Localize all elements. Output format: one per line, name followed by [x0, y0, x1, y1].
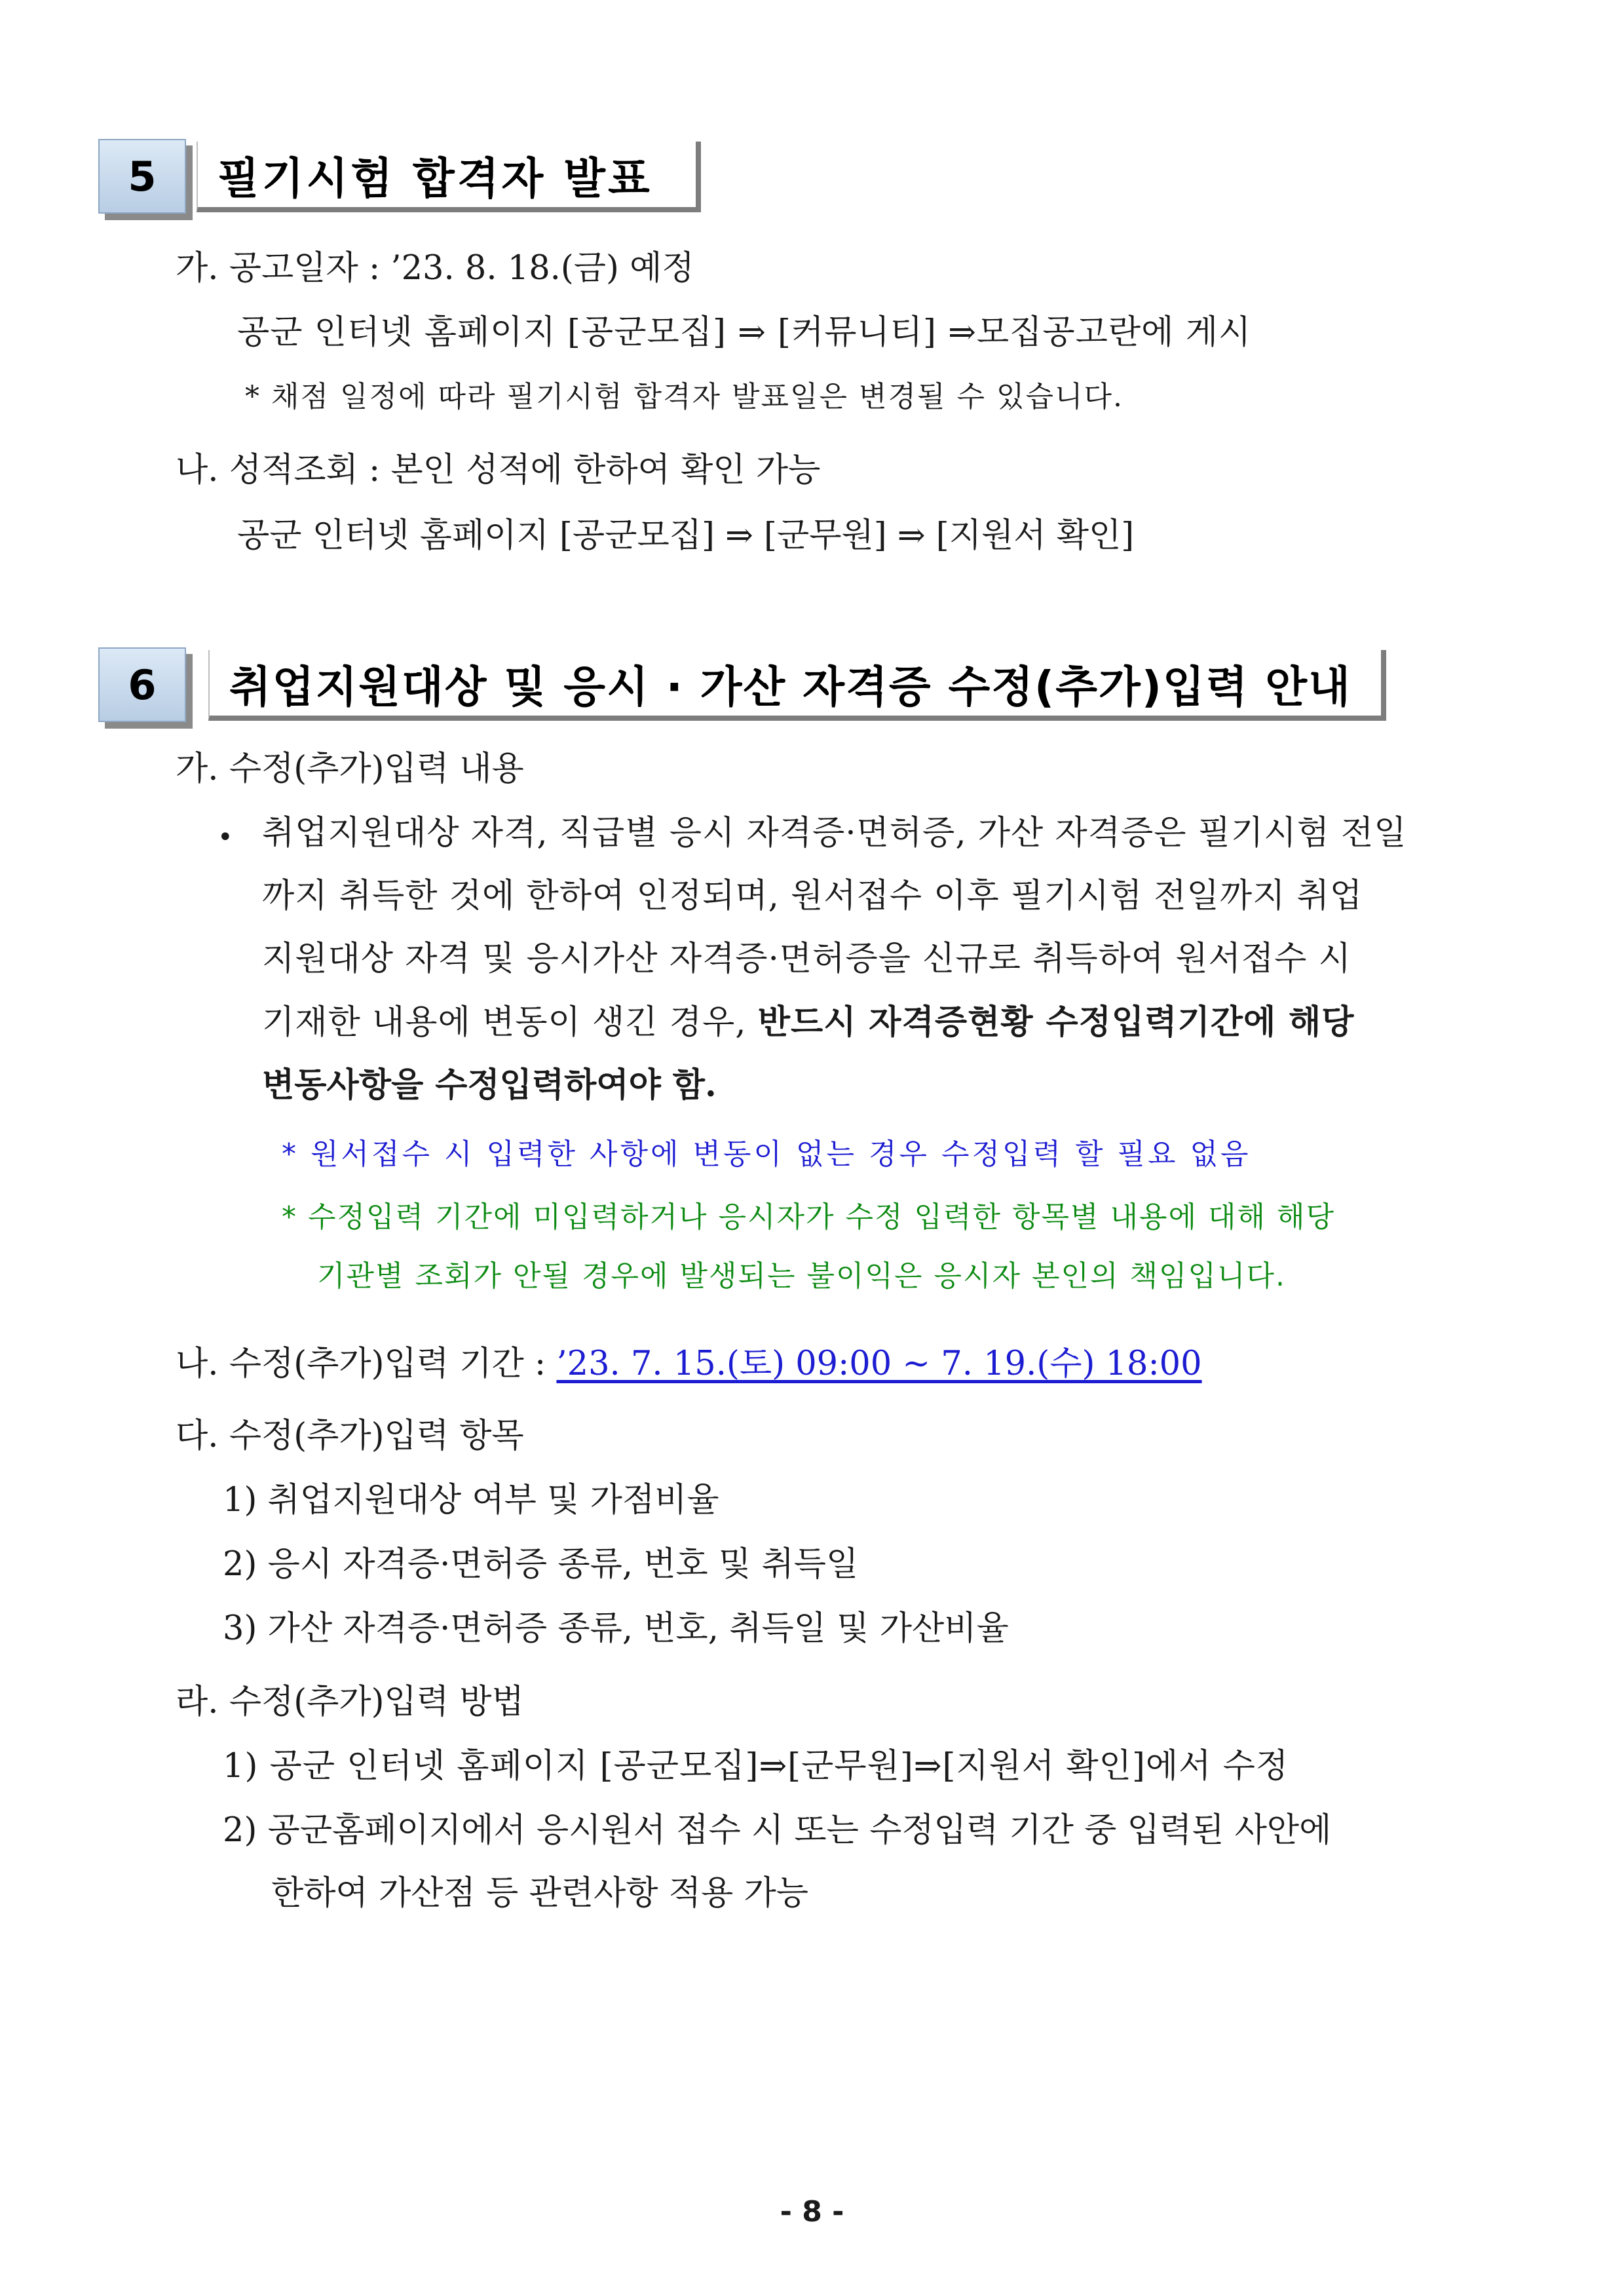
section6-ga-para-line2: 까지 취득한 것에 한하여 인정되며, 원서접수 이후 필기시험 전일까지 취업 [262, 877, 1363, 915]
section5-number: 5 [98, 139, 186, 214]
section6-ga-label: 가. 수정(추가)입력 내용 [176, 750, 524, 788]
section5-ga-detail: 공군 인터넷 홈페이지 [공군모집] ⇒ [커뮤니티] ⇒모집공고란에 게시 [237, 313, 1252, 352]
section6-ga-note-green-line2: 기관별 조회가 안될 경우에 발생되는 불이익은 응시자 본인의 책임입니다. [317, 1259, 1286, 1293]
section6-da-item-3: 3) 가산 자격증·면허증 종류, 번호, 취득일 및 가산비율 [223, 1609, 1009, 1648]
section6-na-period: ’23. 7. 15.(토) 09:00 ~ 7. 19.(수) 18:00 [556, 1345, 1202, 1383]
section6-ra-item-2-line2: 한하여 가산점 등 관련사항 적용 가능 [271, 1874, 809, 1913]
section6-ra-item-1: 1) 공군 인터넷 홈페이지 [공군모집]⇒[군무원]⇒[지원서 확인]에서 수정 [223, 1747, 1289, 1786]
section5-na-detail: 공군 인터넷 홈페이지 [공군모집] ⇒ [군무원] ⇒ [지원서 확인] [237, 516, 1135, 555]
bullet-icon: • [217, 822, 233, 852]
section6-da-label: 다. 수정(추가)입력 항목 [176, 1417, 524, 1455]
section6-ga-para-line4-bold: 반드시 자격증현황 수정입력기간에 해당 [757, 1003, 1355, 1042]
section6-ga-para-line1: 취업지원대상 자격, 직급별 응시 자격증·면허증, 가산 자격증은 필기시험 전일 [262, 814, 1407, 852]
section6-da-item-1: 1) 취업지원대상 여부 및 가점비율 [223, 1481, 719, 1520]
section6-number: 6 [98, 647, 186, 722]
section5-title: 필기시험 합격자 발표 [197, 142, 701, 212]
section6-ga-note-blue: * 원서접수 시 입력한 사항에 변동이 없는 경우 수정입력 할 필요 없음 [282, 1138, 1251, 1171]
section6-ga-para-line4 [262, 1001, 1355, 1044]
section6-title: 취업지원대상 및 응시 · 가산 자격증 수정(추가)입력 안내 [208, 650, 1386, 721]
section6-na [176, 1343, 1202, 1385]
section5-ga-note: * 채점 일정에 따라 필기시험 합격자 발표일은 변경될 수 있습니다. [245, 380, 1124, 413]
page-number: - 8 - [780, 2195, 844, 2229]
section6-ga-para-line4-plain: 기재한 내용에 변동이 생긴 경우, [262, 1003, 758, 1042]
section6-ra-label: 라. 수정(추가)입력 방법 [176, 1683, 524, 1721]
section6-ga-note-green-line1: * 수정입력 기간에 미입력하거나 응시자가 수정 입력한 항목별 내용에 대해 해당 [282, 1200, 1335, 1234]
section6-ga-para-line3: 지원대상 자격 및 응시가산 자격증·면허증을 신규로 취득하여 원서접수 시 [262, 940, 1351, 978]
section6-na-label: 나. 수정(추가)입력 기간 : [176, 1345, 557, 1383]
section6-ra-item-2-line1: 2) 공군홈페이지에서 응시원서 접수 시 또는 수정입력 기간 중 입력된 사안에 [223, 1811, 1332, 1850]
section6-ga-para-line5: 변동사항을 수정입력하여야 함. [262, 1065, 717, 1105]
section6-da-item-2: 2) 응시 자격증·면허증 종류, 번호 및 취득일 [223, 1545, 859, 1584]
section5-ga-label: 가. 공고일자 : ’23. 8. 18.(금) 예정 [176, 249, 694, 288]
section5-na-label: 나. 성적조회 : 본인 성적에 한하여 확인 가능 [176, 451, 821, 489]
